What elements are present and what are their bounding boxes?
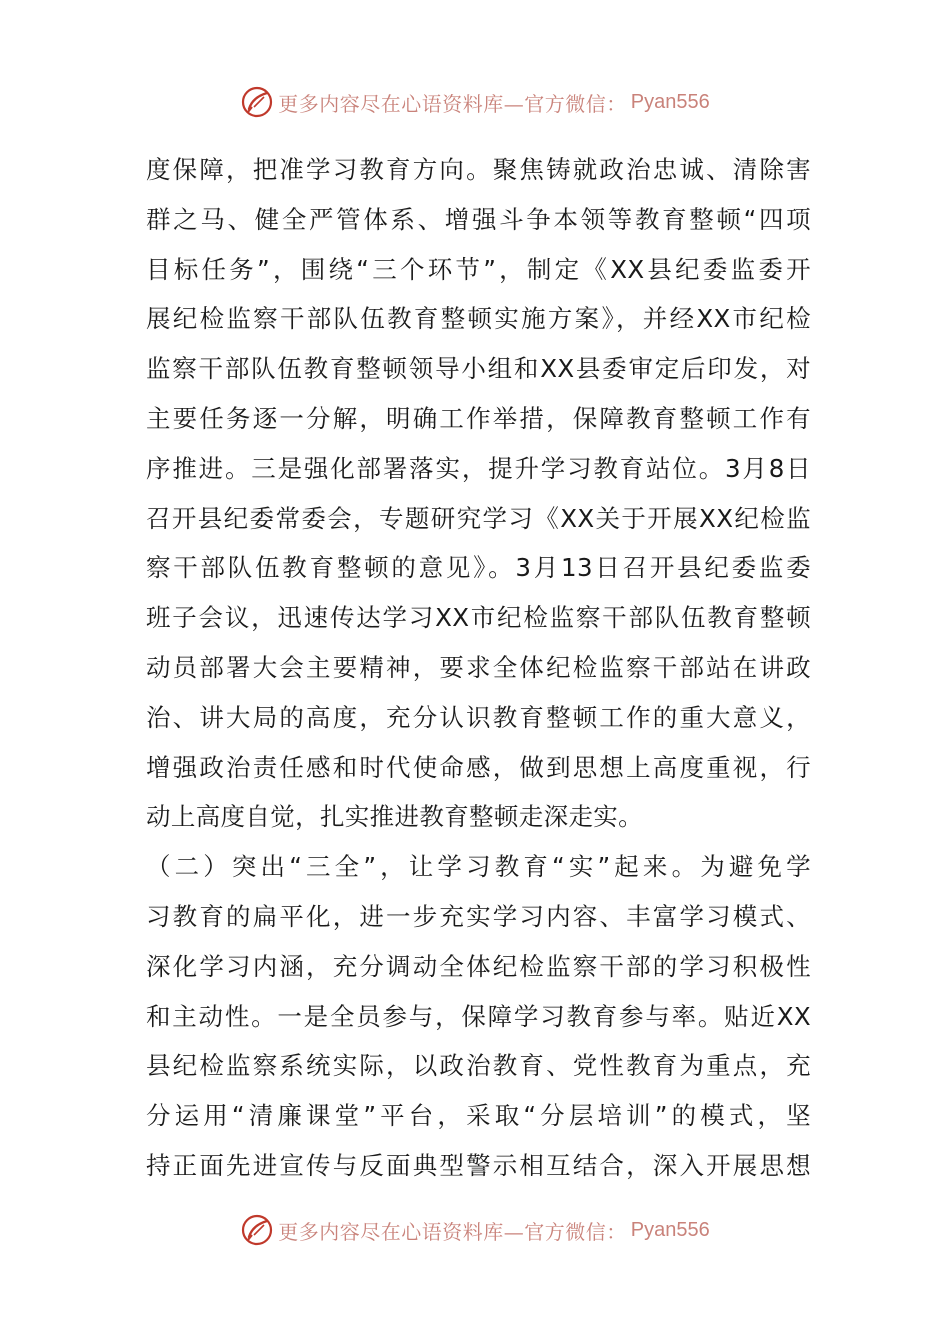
header-banner <box>0 82 950 122</box>
text-line: 群之马、健全严管体系、增强斗争本领等教育整顿“四项 <box>146 204 811 234</box>
text-line: 班子会议，迅速传达学习XX市纪检监察干部队伍教育整顿 <box>146 603 811 633</box>
text-line: 主要任务逐一分解，明确工作举措，保障教育整顿工作有 <box>146 403 811 433</box>
text-line: 持正面先进宣传与反面典型警示相互结合，深入开展思想 <box>146 1150 811 1180</box>
header-banner-id: Pyan556 <box>630 90 710 113</box>
text-line: 监察干部队伍教育整顿领导小组和XX县委审定后印发，对 <box>146 354 811 384</box>
text-line: 治、讲大局的高度，充分认识教育整顿工作的重大意义， <box>146 702 811 732</box>
text-line: （二）突出“三全”，让学习教育“实”起来。为避免学 <box>146 852 811 882</box>
footer-banner <box>0 1210 950 1250</box>
text-line: 目标任务”，围绕“三个环节”，制定《XX县纪委监委开 <box>146 254 811 284</box>
brand-logo-icon <box>240 85 274 119</box>
text-line: 动员部署大会主要精神，要求全体纪检监察干部站在讲政 <box>146 652 811 682</box>
text-line: 深化学习内涵，充分调动全体纪检监察干部的学习积极性 <box>146 951 811 981</box>
text-line: 召开县纪委常委会，专题研究学习《XX关于开展XX纪检监 <box>146 503 811 533</box>
footer-banner-id: Pyan556 <box>630 1218 710 1241</box>
text-line: 序推进。三是强化部署落实，提升学习教育站位。3月8日 <box>146 453 811 483</box>
document-body <box>146 145 811 1191</box>
header-banner-text: 更多内容尽在心语资料库—官方微信： <box>278 91 627 116</box>
text-line: 展纪检监察干部队伍教育整顿实施方案》，并经XX市纪检 <box>146 304 811 334</box>
text-line: 习教育的扁平化，进一步充实学习内容、丰富学习模式、 <box>146 901 811 931</box>
text-line: 县纪检监察系统实际，以政治教育、党性教育为重点，充 <box>146 1051 811 1081</box>
text-line: 度保障，把准学习教育方向。聚焦铸就政治忠诚、清除害 <box>146 155 811 184</box>
brand-logo-icon <box>240 1213 274 1247</box>
text-line: 察干部队伍教育整顿的意见》。3月13日召开县纪委监委 <box>146 553 811 583</box>
footer-banner-text: 更多内容尽在心语资料库—官方微信： <box>278 1219 627 1244</box>
text-line: 和主动性。一是全员参与，保障学习教育参与率。贴近XX <box>146 1001 811 1031</box>
text-line: 增强政治责任感和时代使命感，做到思想上高度重视，行 <box>146 752 811 782</box>
text-line: 分运用“清廉课堂”平台，采取“分层培训”的模式，坚 <box>146 1101 811 1131</box>
text-line: 动上高度自觉，扎实推进教育整顿走深走实。 <box>146 802 643 832</box>
